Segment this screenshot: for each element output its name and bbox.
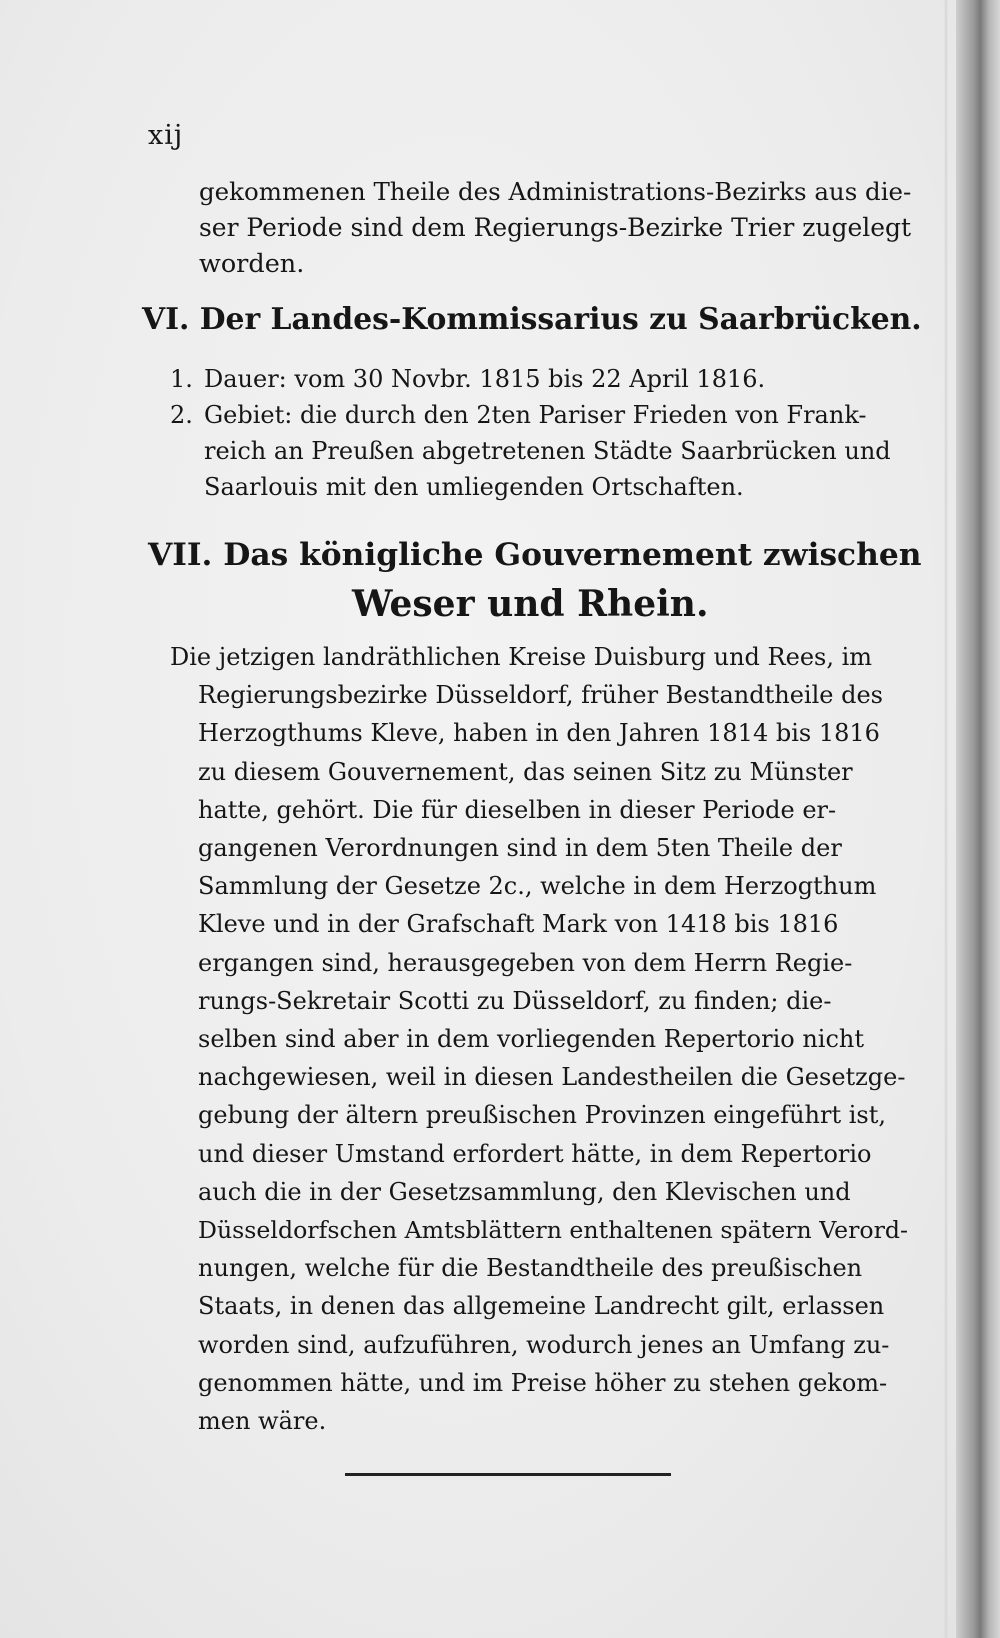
list-item-text: Gebiet: die durch den 2ten Pariser Frieden von Frank-	[204, 401, 867, 429]
section-vi-heading: VI. Der Landes-Kommissarius zu Saarbrücken.	[142, 302, 922, 337]
list-item-text: Dauer: vom 30 Novbr. 1815 bis 22 April 1816.	[204, 365, 766, 393]
text-line: Kleve und in der Grafschaft Mark von 1418 bis 1816	[198, 910, 839, 939]
text-line: und dieser Umstand erfordert hätte, in dem Repertorio	[198, 1139, 872, 1168]
text-line: hatte, gehört. Die für dieselben in dieser Periode er-	[198, 795, 837, 824]
section-vii-paragraph	[170, 638, 915, 1440]
text-line: gangenen Verordnungen sind in dem 5ten Theile der	[198, 834, 842, 863]
text-line: genommen hätte, und im Preise höher zu stehen gekom-	[198, 1368, 888, 1397]
text-line: nachgewiesen, weil in diesen Landestheilen die Gesetzge-	[198, 1063, 906, 1092]
text-line: Düsseldorfschen Amtsblättern enthaltenen spätern Verord-	[198, 1216, 908, 1245]
closing-rule	[345, 1473, 671, 1476]
intro-paragraph	[199, 174, 919, 282]
text-line: auch die in der Gesetzsammlung, den Klevischen und	[198, 1177, 851, 1206]
page-number: xij	[148, 120, 184, 151]
text-line: ser Periode sind dem Regierungs-Bezirke Trier zugelegt	[199, 213, 911, 242]
text-line: Regierungsbezirke Düsseldorf, früher Bestandtheile des	[198, 681, 883, 710]
text-line: worden sind, aufzuführen, wodurch jenes an Umfang zu-	[198, 1330, 890, 1359]
list-item-text: reich an Preußen abgetretenen Städte Saarbrücken und	[204, 437, 891, 465]
list-item-number: 2.	[170, 401, 193, 429]
list-item-text: Saarlouis mit den umliegenden Ortschaften.	[204, 473, 744, 501]
text-line: Die jetzigen landräthlichen Kreise Duisburg und Rees, im	[170, 643, 873, 671]
text-line: nungen, welche für die Bestandtheile des preußischen	[198, 1254, 863, 1283]
page-edge-shadow	[956, 0, 1000, 1638]
list-item-number: 1.	[170, 365, 193, 393]
section-vii-heading-line2: Weser und Rhein.	[352, 583, 709, 625]
list-item	[170, 397, 930, 433]
text-line: Sammlung der Gesetze 2c., welche in dem Herzogthum	[198, 872, 877, 901]
text-line: worden.	[199, 249, 305, 279]
text-line: zu diesem Gouvernement, das seinen Sitz zu Münster	[198, 757, 853, 786]
text-line: men wäre.	[198, 1407, 327, 1436]
text-line: Herzogthums Kleve, haben in den Jahren 1814 bis 1816	[198, 719, 880, 748]
list-item	[170, 361, 930, 397]
page-fold-line	[944, 0, 948, 1638]
text-line: gebung der ältern preußischen Provinzen eingeführt ist,	[198, 1101, 887, 1130]
text-line: Staats, in denen das allgemeine Landrecht gilt, erlassen	[198, 1292, 885, 1321]
text-line: gekommenen Theile des Administrations-Bezirks aus die-	[199, 177, 912, 206]
text-line: rungs-Sekretair Scotti zu Düsseldorf, zu finden; die-	[198, 986, 832, 1015]
text-line: selben sind aber in dem vorliegenden Repertorio nicht	[198, 1025, 864, 1054]
text-line: ergangen sind, herausgegeben von dem Herrn Regie-	[198, 948, 853, 977]
section-vii-heading: VII. Das königliche Gouvernement zwischen	[148, 537, 922, 573]
section-vi-list	[170, 361, 930, 505]
